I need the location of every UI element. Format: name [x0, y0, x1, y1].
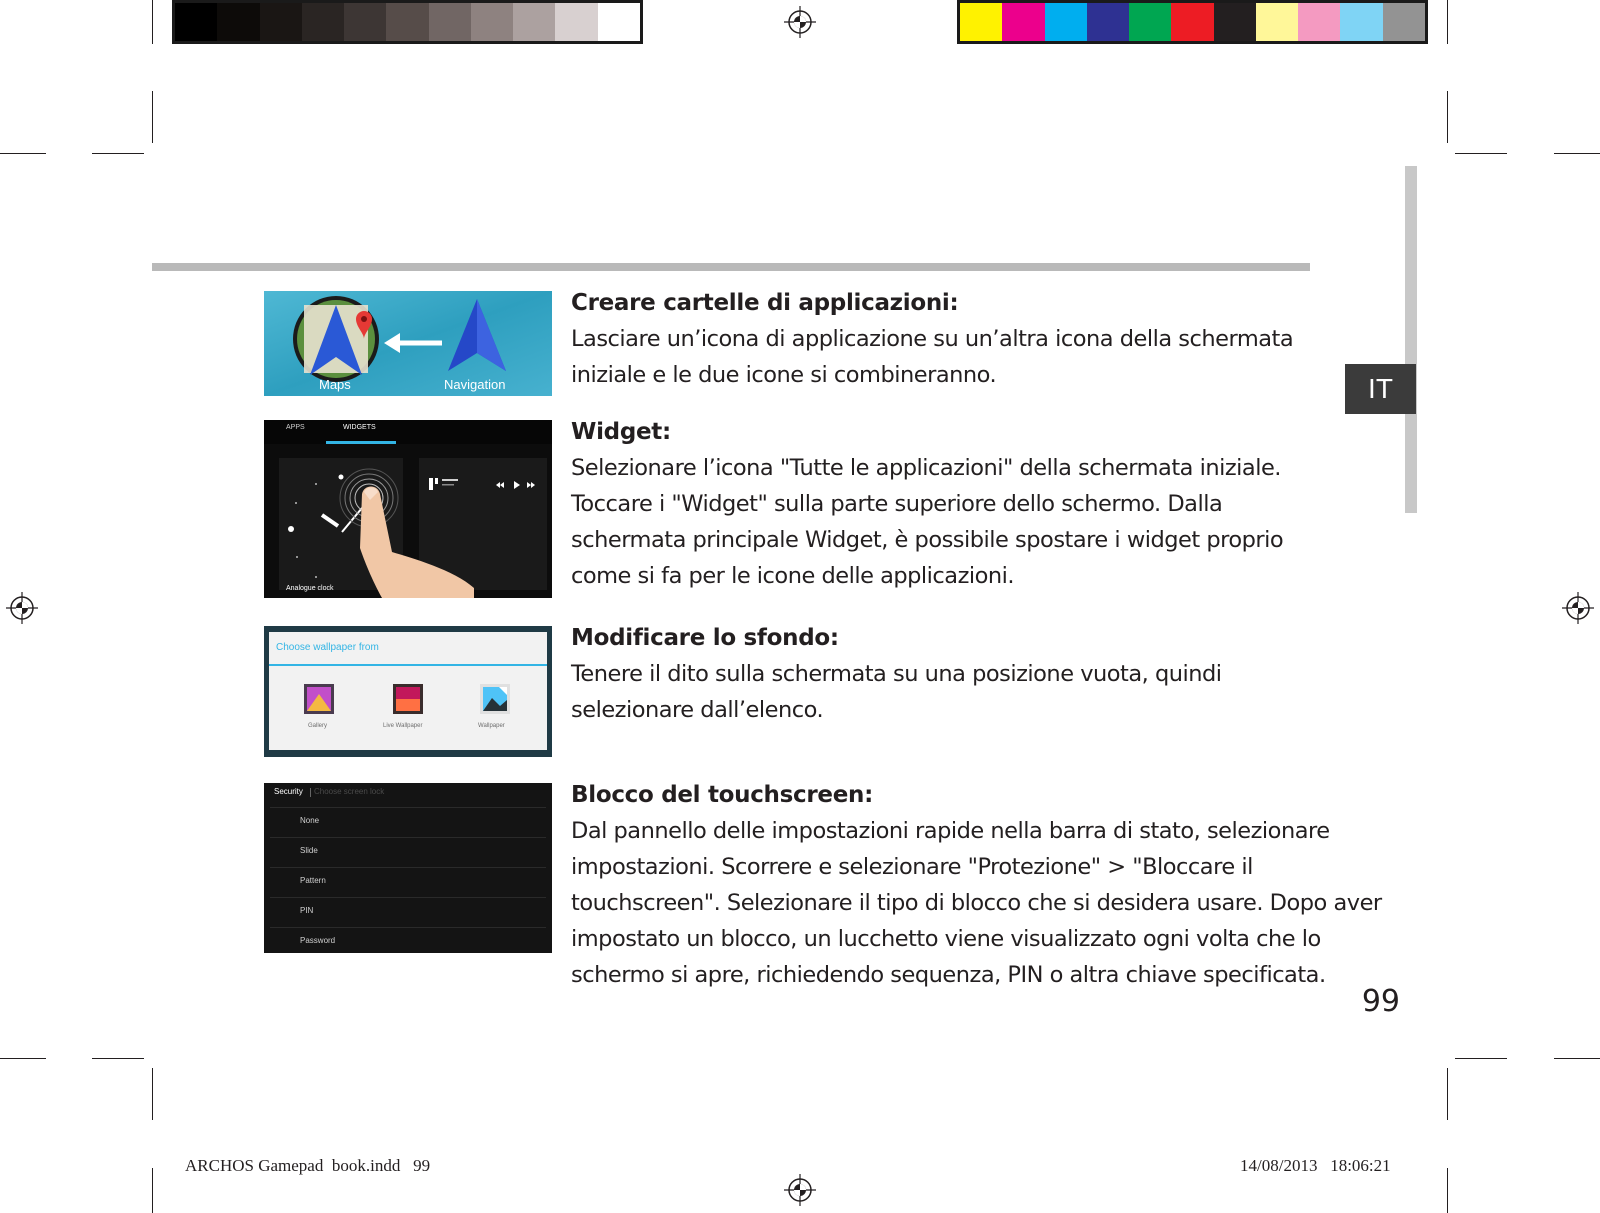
crop-mark — [0, 153, 46, 154]
section-title: Blocco del touchscreen: — [571, 782, 873, 808]
color-swatch — [260, 3, 302, 41]
process-color-bar — [957, 0, 1428, 44]
list-item: Slide — [270, 837, 546, 868]
section-title: Creare cartelle di applicazioni: — [571, 290, 959, 316]
color-swatch — [1129, 3, 1171, 41]
navigation-icon-label: Navigation — [444, 377, 506, 392]
section-widget — [571, 414, 1391, 594]
crop-mark — [1455, 153, 1507, 154]
list-item: Pattern — [270, 867, 546, 898]
folders-screenshot — [264, 291, 552, 396]
side-rule — [1405, 166, 1417, 513]
registration-mark-icon — [784, 1174, 816, 1206]
color-swatch — [1045, 3, 1087, 41]
color-swatch — [1002, 3, 1044, 41]
crop-mark — [1554, 153, 1600, 154]
footer-file-info: ARCHOS Gamepad book.indd 99 — [185, 1156, 431, 1175]
crop-mark — [152, 91, 153, 143]
tab-widgets: WIDGETS — [343, 424, 376, 431]
crop-mark — [1447, 0, 1448, 44]
color-swatch — [1087, 3, 1129, 41]
footer-timestamp: 14/08/2013 18:06:21 — [1240, 1156, 1391, 1175]
crop-mark — [152, 1168, 153, 1213]
crop-mark — [1554, 1058, 1600, 1059]
language-tab: IT — [1345, 364, 1416, 414]
section-folders — [571, 285, 1391, 393]
widgets-screenshot — [264, 420, 552, 598]
section-body: Dal pannello delle impostazioni rapide nella barra di stato, selezionare impostazioni. Scorrere e selezionare "Protezione" > "Bloccare il touchscreen". Selezionare il tipo di blocco che si desidera usare. Dopo aver impostato un blocco, un lucchetto viene visualizzato ogni volta che lo schermo si apre, richiedendo sequenza, PIN o altra chiave specificata. — [571, 818, 1382, 988]
security-screenshot — [264, 783, 552, 953]
section-body: Tenere il dito sulla schermata su una posizione vuota, quindi selezionare dall’elenco. — [571, 661, 1222, 723]
section-title: Modificare lo sfondo: — [571, 625, 839, 651]
color-swatch — [344, 3, 386, 41]
color-swatch — [555, 3, 597, 41]
security-header: Security — [274, 787, 303, 796]
color-swatch — [1171, 3, 1213, 41]
registration-mark-icon — [6, 592, 38, 624]
color-swatch — [1214, 3, 1256, 41]
wallpaper-option-wallpaper: Wallpaper — [478, 723, 505, 729]
crop-mark — [1447, 1068, 1448, 1120]
list-item: PIN — [270, 897, 546, 928]
crop-mark — [1447, 1168, 1448, 1213]
crop-mark — [152, 1068, 153, 1120]
section-body: Selezionare l’icona "Tutte le applicazioni" della schermata iniziale. Toccare i "Widget" sulla parte superiore dello schermo. Dalla schermata principale Widget, è possibile spostare i widget proprio come si fa per le icone delle applicazioni. — [571, 455, 1284, 589]
color-swatch — [1256, 3, 1298, 41]
color-swatch — [960, 3, 1002, 41]
crop-mark — [0, 1058, 46, 1059]
color-swatch — [429, 3, 471, 41]
section-wallpaper — [571, 620, 1391, 728]
section-body: Lasciare un’icona di applicazione su un’altra icona della schermata iniziale e le due icone si combineranno. — [571, 326, 1294, 388]
wallpaper-screenshot — [264, 626, 552, 757]
maps-icon-label: Maps — [319, 377, 351, 392]
dialog-title: Choose wallpaper from — [276, 642, 379, 653]
color-swatch — [1298, 3, 1340, 41]
security-subheader: Choose screen lock — [314, 787, 385, 796]
registration-mark-icon — [1562, 592, 1594, 624]
color-swatch — [513, 3, 555, 41]
tab-apps: APPS — [286, 424, 305, 431]
section-title: Widget: — [571, 419, 671, 445]
crop-mark — [92, 153, 144, 154]
crop-mark — [1447, 91, 1448, 143]
page-number: 99 — [1361, 984, 1400, 1019]
widget-caption: Analogue clock — [286, 585, 334, 592]
wallpaper-option-live: Live Wallpaper — [383, 723, 423, 729]
registration-mark-icon — [784, 6, 816, 38]
grayscale-color-bar — [172, 0, 643, 44]
list-item: None — [270, 807, 546, 838]
wallpaper-option-gallery: Gallery — [308, 723, 328, 729]
color-swatch — [175, 3, 217, 41]
color-swatch — [302, 3, 344, 41]
crop-mark — [92, 1058, 144, 1059]
section-screen-lock — [571, 777, 1391, 993]
color-swatch — [217, 3, 259, 41]
color-swatch — [471, 3, 513, 41]
color-swatch — [386, 3, 428, 41]
list-item: Password — [270, 927, 546, 953]
color-swatch — [598, 3, 640, 41]
color-swatch — [1383, 3, 1425, 41]
header-rule — [152, 263, 1310, 271]
crop-mark — [1455, 1058, 1507, 1059]
color-swatch — [1340, 3, 1382, 41]
crop-mark — [152, 0, 153, 44]
